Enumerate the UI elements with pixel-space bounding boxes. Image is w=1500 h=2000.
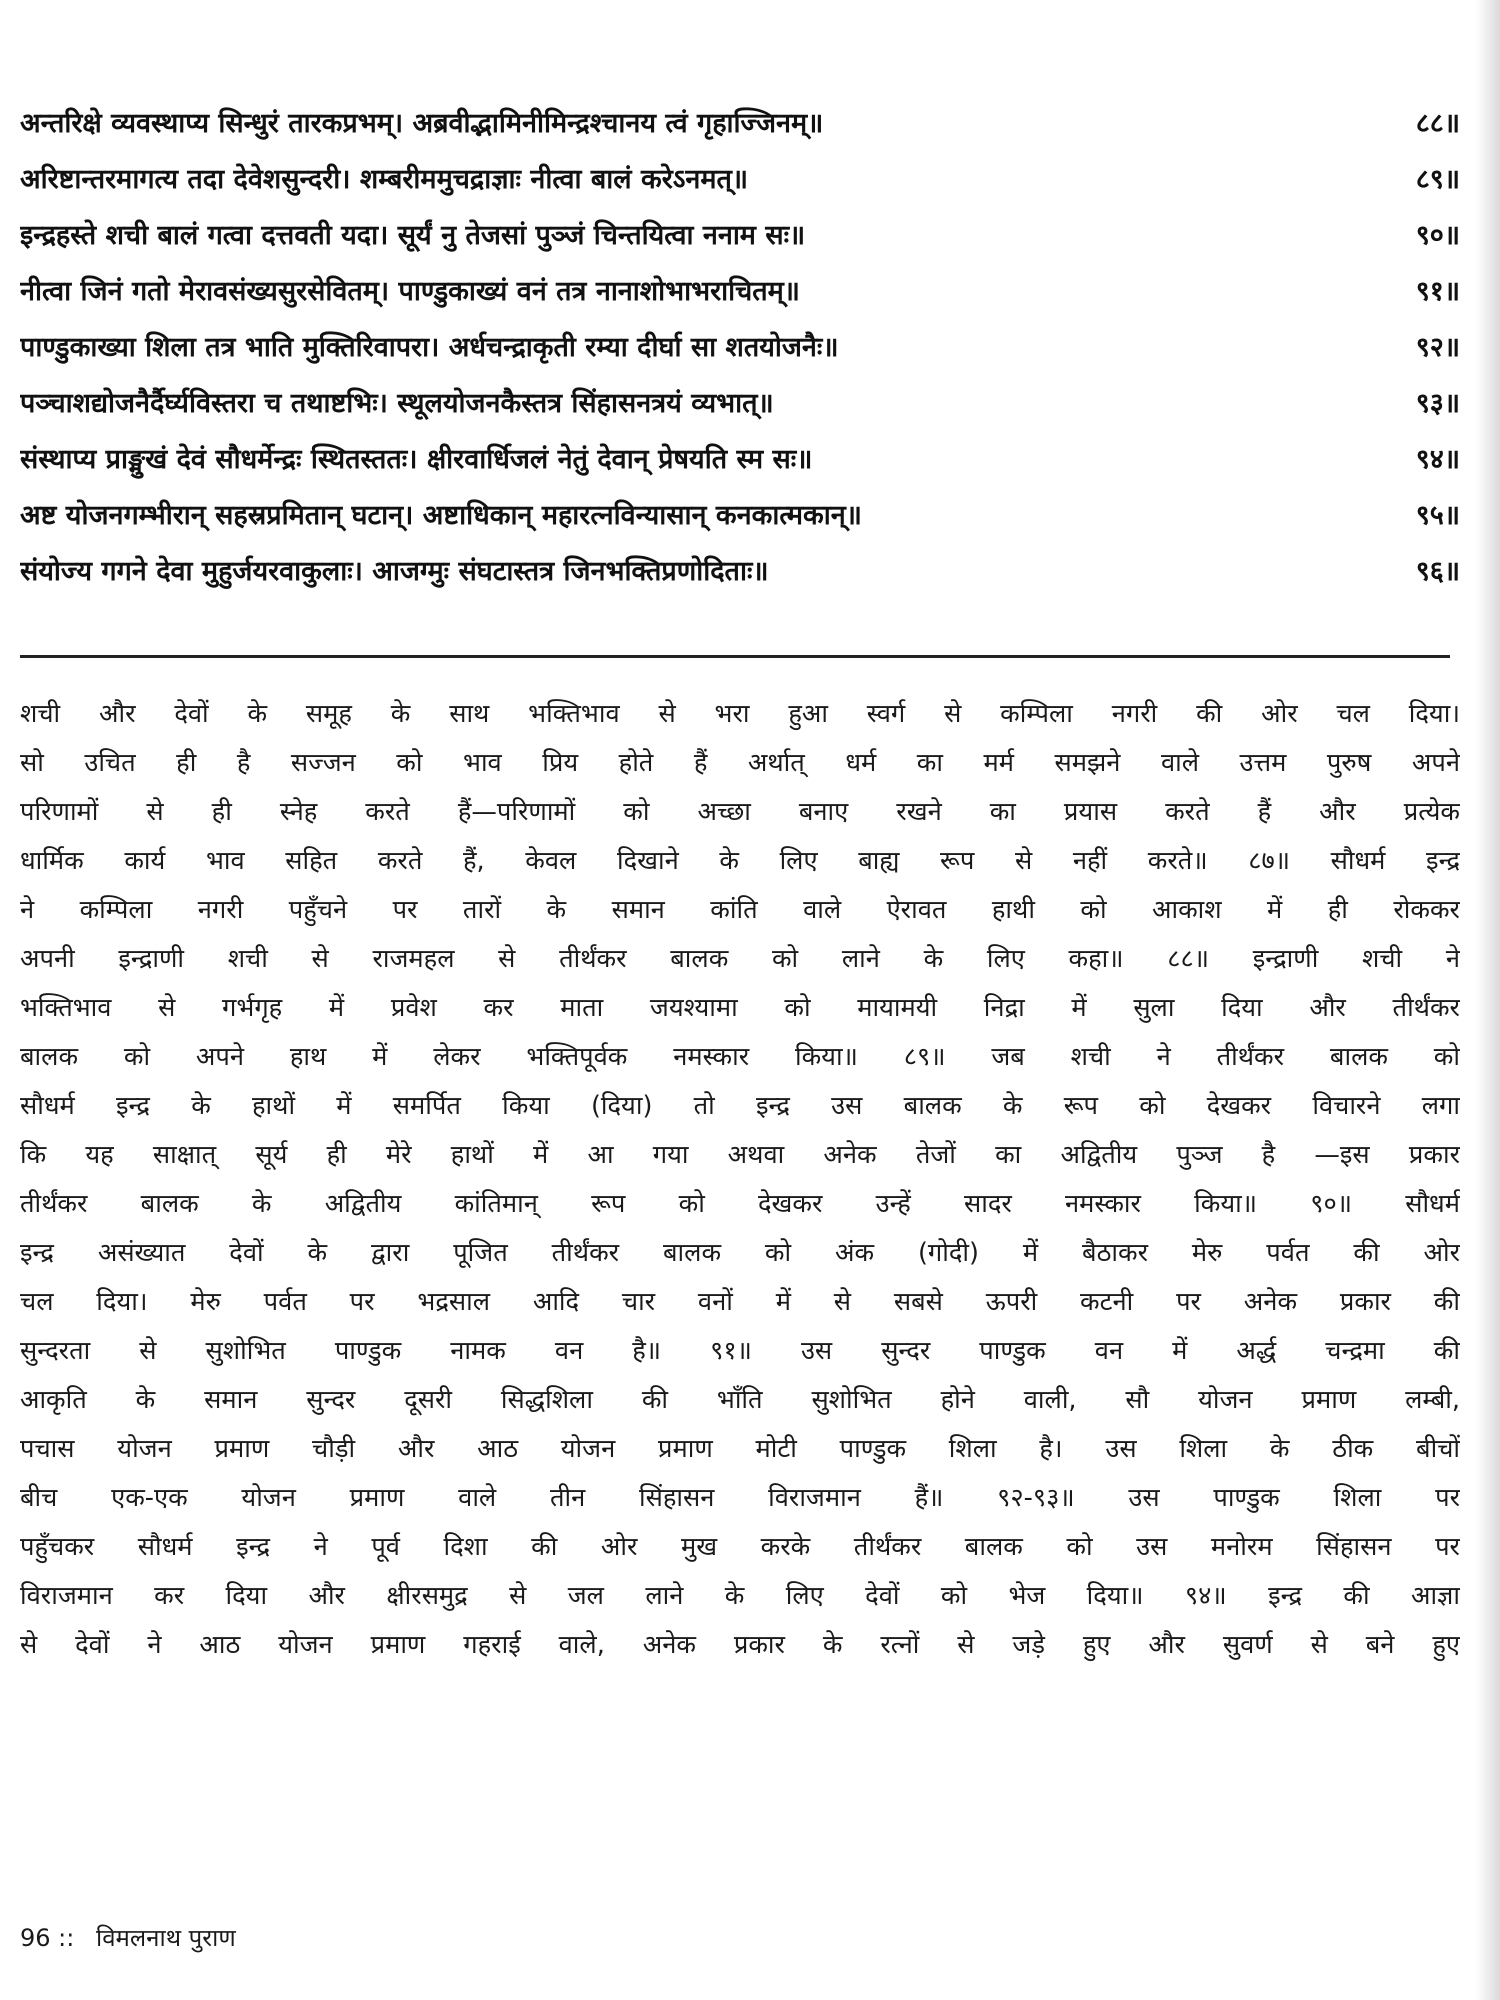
verse-line — [20, 432, 1460, 488]
book-title: विमलनाथ पुराण — [95, 1924, 236, 1952]
commentary-line: धार्मिक कार्य भाव सहित करते हैं, केवल दिखाने के लिए बाह्य रूप से नहीं करते॥ ८७॥ सौधर्म इन्द्र — [20, 846, 1460, 876]
page-footer — [20, 1918, 236, 1958]
commentary-line: सो उचित ही है सज्जन को भाव प्रिय होते हैं अर्थात् धर्म का मर्म समझने वाले उत्तम पुरुष अपने — [20, 748, 1460, 778]
sanskrit-verses — [20, 96, 1460, 600]
verse-number: ९६॥ — [1415, 556, 1460, 587]
commentary-line: भक्तिभाव से गर्भगृह में प्रवेश कर माता जयश्यामा को मायामयी निद्रा में सुला दिया और तीर्थंकर — [20, 993, 1460, 1023]
verse-number: ८९॥ — [1415, 164, 1460, 195]
commentary-line: कि यह साक्षात् सूर्य ही मेरे हाथों में आ गया अथवा अनेक तेजों का अद्वितीय पुञ्ज है —इस प्रकार — [20, 1140, 1460, 1170]
verse-line — [20, 208, 1460, 264]
verse-text: पाण्डुकाख्या शिला तत्र भाति मुक्तिरिवापरा। अर्धचन्द्राकृती रम्या दीर्घा सा शतयोजनैः॥ — [20, 332, 839, 363]
verse-text: नीत्वा जिनं गतो मेरावसंख्यसुरसेवितम्। पाण्डुकाख्यं वनं तत्र नानाशोभाभराचितम्॥ — [20, 276, 800, 307]
verse-line — [20, 152, 1460, 208]
commentary-line: बीच एक-एक योजन प्रमाण वाले तीन सिंहासन विराजमान हैं॥ ९२-९३॥ उस पाण्डुक शिला पर — [20, 1483, 1460, 1513]
commentary-line: अपनी इन्द्राणी शची से राजमहल से तीर्थंकर बालक को लाने के लिए कहा॥ ८८॥ इन्द्राणी शची ने — [20, 944, 1460, 974]
verse-text: संस्थाप्य प्राङ्मुखं देवं सौधर्मेन्द्रः स्थितस्ततः। क्षीरवार्धिजलं नेतुं देवान् प्रेषयति स्म सः॥ — [20, 444, 813, 475]
verse-number: ९५॥ — [1415, 500, 1460, 531]
verse-line — [20, 264, 1460, 320]
verse-line — [20, 320, 1460, 376]
verse-line — [20, 488, 1460, 544]
commentary-line: से देवों ने आठ योजन प्रमाण गहराई वाले, अनेक प्रकार के रत्नों से जड़े हुए और सुवर्ण से बने हुए — [20, 1630, 1460, 1660]
commentary-line: ने कम्पिला नगरी पहुँचने पर तारों के समान कांति वाले ऐरावत हाथी को आकाश में ही रोककर — [20, 895, 1460, 925]
commentary-line: आकृति के समान सुन्दर दूसरी सिद्धशिला की भाँति सुशोभित होने वाली, सौ योजन प्रमाण लम्बी, — [20, 1385, 1460, 1415]
verse-number: ९४॥ — [1415, 444, 1460, 475]
commentary-line: शची और देवों के समूह के साथ भक्तिभाव से भरा हुआ स्वर्ग से कम्पिला नगरी की ओर चल दिया। — [20, 699, 1460, 729]
verse-number: ९०॥ — [1415, 220, 1460, 251]
verse-line — [20, 544, 1460, 600]
verse-line — [20, 376, 1460, 432]
commentary-line: पहुँचकर सौधर्म इन्द्र ने पूर्व दिशा की ओर मुख करके तीर्थंकर बालक को उस मनोरम सिंहासन पर — [20, 1532, 1460, 1562]
verse-text: इन्द्रहस्ते शची बालं गत्वा दत्तवती यदा। सूर्यं नु तेजसां पुञ्जं चिन्तयित्वा ननाम सः॥ — [20, 220, 806, 251]
commentary-line: सौधर्म इन्द्र के हाथों में समर्पित किया (दिया) तो इन्द्र उस बालक के रूप को देखकर विचारने लगा — [20, 1091, 1460, 1121]
commentary-line: परिणामों से ही स्नेह करते हैं—परिणामों को अच्छा बनाए रखने का प्रयास करते हैं और प्रत्येक — [20, 797, 1460, 827]
commentary-line: इन्द्र असंख्यात देवों के द्वारा पूजित तीर्थंकर बालक को अंक (गोदी) में बैठाकर मेरु पर्वत की ओर — [20, 1238, 1460, 1268]
commentary-line: पचास योजन प्रमाण चौड़ी और आठ योजन प्रमाण मोटी पाण्डुक शिला है। उस शिला के ठीक बीचों — [20, 1434, 1460, 1464]
verse-text: अरिष्टान्तरमागत्य तदा देवेशसुन्दरी। शम्बरीममुचद्राज्ञाः नीत्वा बालं करेऽनमत्॥ — [20, 164, 749, 195]
page-edge-shadow — [1476, 0, 1500, 2000]
verse-number: ९१॥ — [1415, 276, 1460, 307]
verse-number: ९२॥ — [1415, 332, 1460, 363]
commentary-line: बालक को अपने हाथ में लेकर भक्तिपूर्वक नमस्कार किया॥ ८९॥ जब शची ने तीर्थंकर बालक को — [20, 1042, 1460, 1072]
verse-text: अष्ट योजनगम्भीरान् सहस्रप्रमितान् घटान्। अष्टाधिकान् महारत्नविन्यासान् कनकात्मकान्॥ — [20, 500, 862, 531]
page-number: 96 :: — [20, 1924, 75, 1952]
commentary-line: विराजमान कर दिया और क्षीरसमुद्र से जल लाने के लिए देवों को भेज दिया॥ ९४॥ इन्द्र की आज्ञा — [20, 1581, 1460, 1611]
commentary-line: सुन्दरता से सुशोभित पाण्डुक नामक वन है॥ ९१॥ उस सुन्दर पाण्डुक वन में अर्द्ध चन्द्रमा की — [20, 1336, 1460, 1366]
verse-number: ८८॥ — [1415, 108, 1460, 139]
verse-text: अन्तरिक्षे व्यवस्थाप्य सिन्धुरं तारकप्रभम्। अब्रवीद्भामिनीमिन्द्रश्चानय त्वं गृहाज्जिनम्॥ — [20, 108, 824, 139]
section-divider — [20, 655, 1450, 658]
verse-number: ९३॥ — [1415, 388, 1460, 419]
verse-text: संयोज्य गगने देवा मुहुर्जयरवाकुलाः। आजग्मुः संघटास्तत्र जिनभक्तिप्रणोदिताः॥ — [20, 556, 769, 587]
verse-line — [20, 96, 1460, 152]
commentary-line: तीर्थंकर बालक के अद्वितीय कांतिमान् रूप को देखकर उन्हें सादर नमस्कार किया॥ ९०॥ सौधर्म — [20, 1189, 1460, 1219]
commentary-line: चल दिया। मेरु पर्वत पर भद्रसाल आदि चार वनों में से सबसे ऊपरी कटनी पर अनेक प्रकार की — [20, 1287, 1460, 1317]
verse-text: पञ्चाशद्योजनैर्दैर्घ्यविस्तरा च तथाष्टभिः। स्थूलयोजनकैस्तत्र सिंहासनत्रयं व्यभात्॥ — [20, 388, 774, 419]
hindi-commentary — [20, 690, 1460, 1670]
